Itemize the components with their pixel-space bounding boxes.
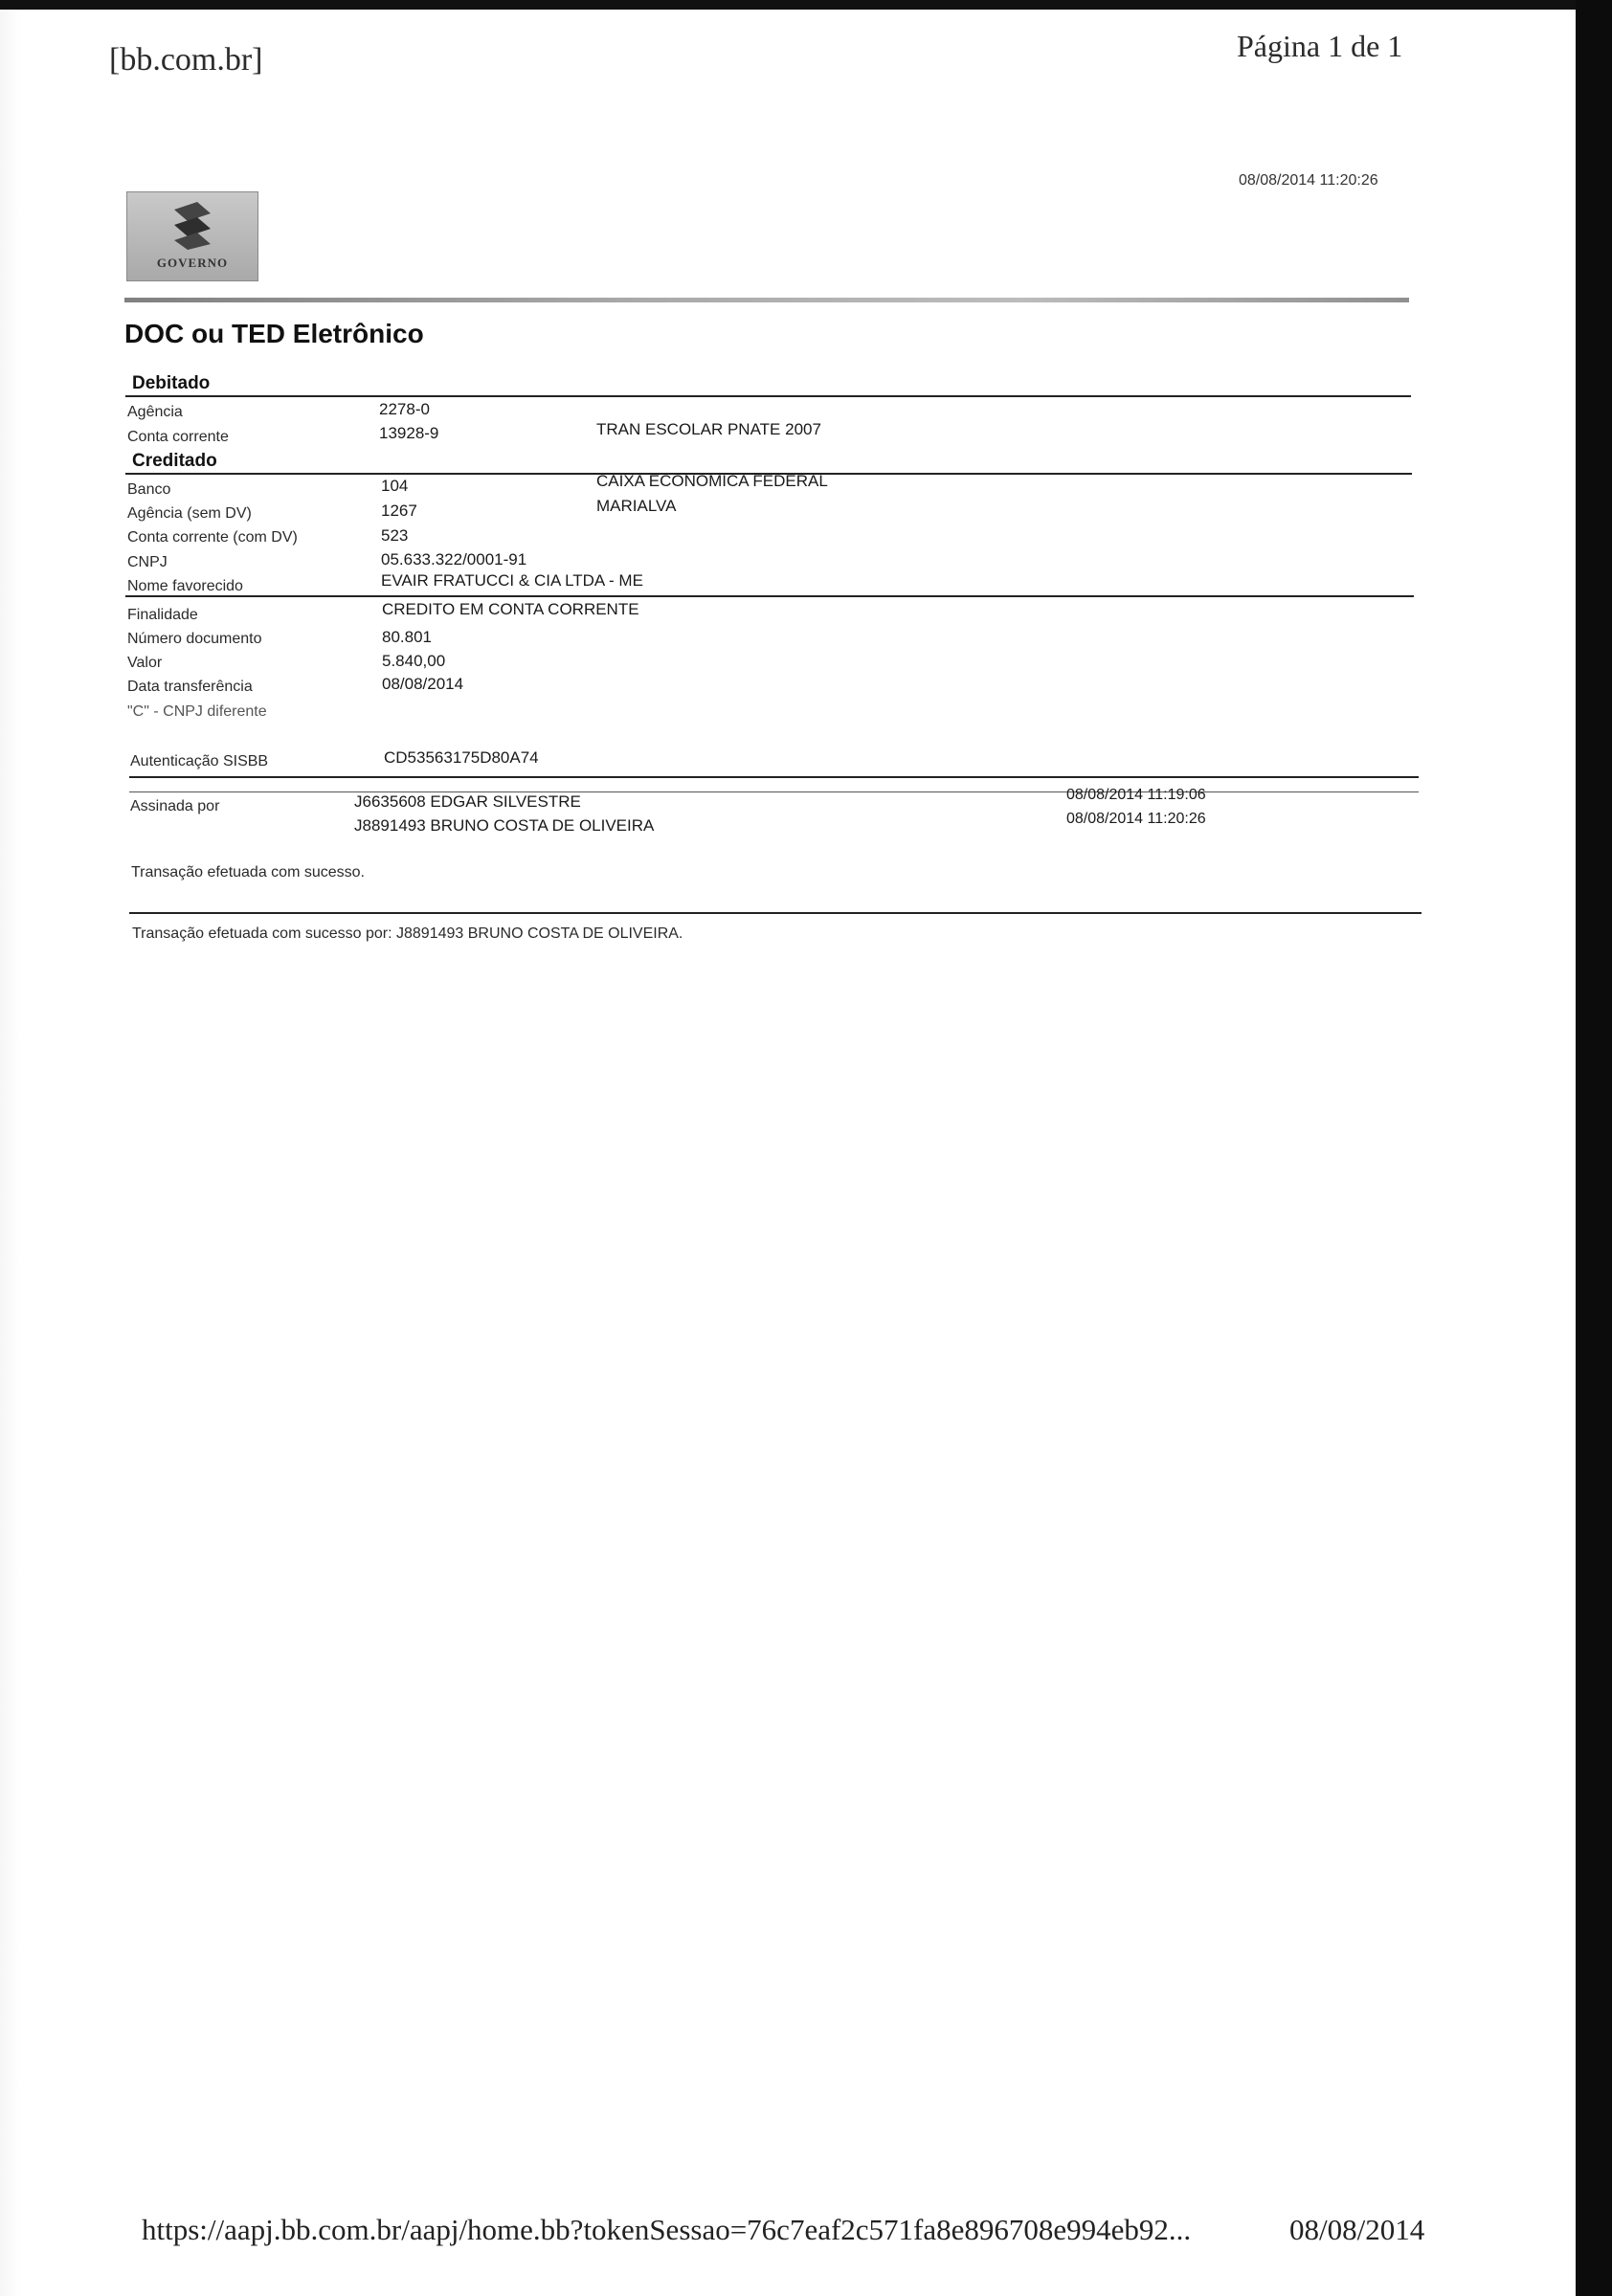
bb-logo-icon bbox=[168, 200, 216, 250]
debit-conta-name: TRAN ESCOLAR PNATE 2007 bbox=[596, 420, 821, 438]
valor-value: 5.840,00 bbox=[382, 652, 446, 670]
divider bbox=[129, 776, 1419, 778]
finalidade-label: Finalidade bbox=[127, 607, 198, 623]
debit-agencia-value: 2278-0 bbox=[379, 400, 430, 418]
credit-cnpj-label: CNPJ bbox=[127, 554, 168, 570]
divider bbox=[125, 395, 1411, 397]
divider bbox=[129, 791, 1419, 792]
credit-agencia-label: Agência (sem DV) bbox=[127, 505, 252, 522]
scan-edge-left bbox=[0, 0, 21, 2296]
credit-favorecido-value: EVAIR FRATUCCI & CIA LTDA - ME bbox=[381, 571, 643, 590]
section-debitado: Debitado bbox=[132, 373, 211, 393]
scan-edge-top bbox=[0, 0, 1612, 10]
autenticacao-label: Autenticação SISBB bbox=[130, 753, 269, 769]
page-number: Página 1 de 1 bbox=[1237, 29, 1403, 63]
data-transferencia-value: 08/08/2014 bbox=[382, 675, 464, 693]
credit-conta-value: 523 bbox=[381, 526, 409, 545]
autenticacao-value: CD53563175D80A74 bbox=[384, 748, 539, 767]
assinada-por-label: Assinada por bbox=[130, 798, 220, 814]
credit-agencia-value: 1267 bbox=[381, 502, 417, 520]
credit-banco-label: Banco bbox=[127, 481, 171, 498]
section-creditado: Creditado bbox=[132, 451, 217, 471]
scan-edge-right bbox=[1576, 0, 1612, 2296]
bb-governo-logo bbox=[126, 191, 258, 281]
credit-conta-label: Conta corrente (com DV) bbox=[127, 529, 298, 546]
credit-favorecido-label: Nome favorecido bbox=[127, 578, 243, 594]
valor-label: Valor bbox=[127, 655, 163, 671]
credit-cnpj-value: 05.633.322/0001-91 bbox=[381, 550, 527, 568]
signer-name: J6635608 EDGAR SILVESTRE bbox=[354, 792, 581, 811]
signer-date: 08/08/2014 11:19:06 bbox=[1066, 787, 1206, 803]
data-transferencia-label: Data transferência bbox=[127, 679, 253, 695]
signer-date: 08/08/2014 11:20:26 bbox=[1066, 811, 1206, 827]
title-divider bbox=[124, 298, 1409, 302]
debit-agencia-label: Agência bbox=[127, 404, 183, 420]
credit-banco-value: 104 bbox=[381, 477, 409, 495]
footer-date: 08/08/2014 bbox=[1289, 2213, 1425, 2246]
finalidade-value: CREDITO EM CONTA CORRENTE bbox=[382, 600, 639, 618]
footer-url: https://aapj.bb.com.br/aapj/home.bb?tokenSessao=76c7eaf2c571fa8e896708e994eb92... bbox=[142, 2213, 1192, 2246]
page-title: DOC ou TED Eletrônico bbox=[124, 319, 424, 348]
signer-name: J8891493 BRUNO COSTA DE OLIVEIRA bbox=[354, 816, 655, 835]
cnpj-diferente-note: "C" - CNPJ diferente bbox=[127, 703, 267, 720]
status-message: Transação efetuada com sucesso. bbox=[131, 864, 365, 881]
documento-value: 80.801 bbox=[382, 628, 432, 646]
site-header: [bb.com.br] bbox=[109, 42, 263, 78]
credit-agencia-name: MARIALVA bbox=[596, 497, 677, 515]
logo-text: GOVERNO bbox=[156, 256, 229, 270]
debit-conta-label: Conta corrente bbox=[127, 429, 229, 445]
documento-label: Número documento bbox=[127, 631, 262, 647]
status-by-message: Transação efetuada com sucesso por: J8891493 BRUNO COSTA DE OLIVEIRA. bbox=[132, 925, 683, 942]
debit-conta-value: 13928-9 bbox=[379, 424, 439, 442]
divider bbox=[125, 595, 1414, 597]
divider bbox=[129, 912, 1422, 914]
credit-banco-name: CAIXA ECONOMICA FEDERAL bbox=[596, 472, 828, 490]
print-timestamp: 08/08/2014 11:20:26 bbox=[1239, 172, 1378, 189]
